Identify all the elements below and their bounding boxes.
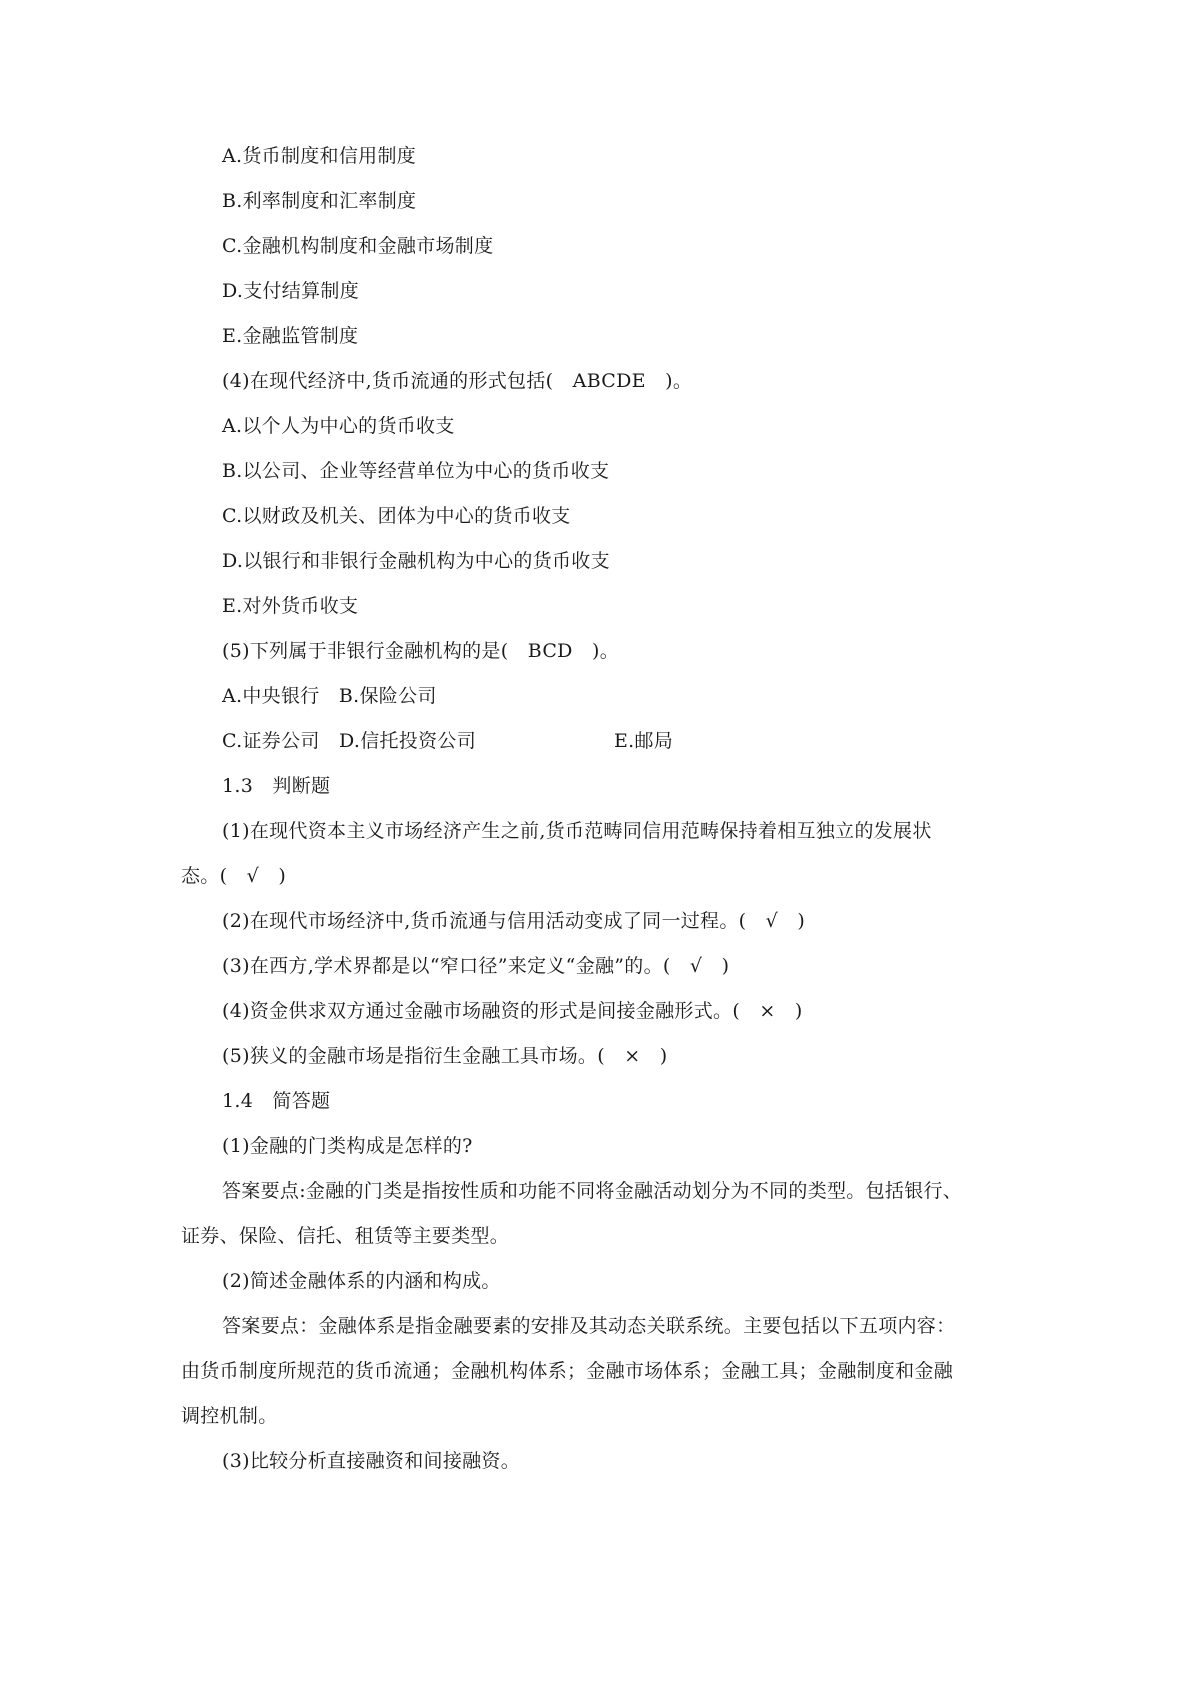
tf-item-1-cont: 态。( √ ) — [181, 865, 287, 887]
q4-option-e: E.对外货币收支 — [222, 595, 359, 617]
sa-question-2: (2)简述金融体系的内涵和构成。 — [222, 1270, 501, 1292]
q5-stem: (5)下列属于非银行金融机构的是( BCD )。 — [222, 640, 620, 662]
q5-option-e: E.邮局 — [614, 730, 674, 752]
q4-option-b: B.以公司、企业等经营单位为中心的货币收支 — [222, 460, 610, 482]
section-heading-short-answer: 1.4 简答题 — [222, 1090, 331, 1112]
q5-options-row2: C.证券公司 D.信托投资公司 — [222, 730, 476, 752]
q4-option-c: C.以财政及机关、团体为中心的货币收支 — [222, 505, 571, 527]
q3-option-b: B.利率制度和汇率制度 — [222, 190, 417, 212]
sa-answer-1-line1: 答案要点:金融的门类是指按性质和功能不同将金融活动划分为不同的类型。包括银行、 — [222, 1180, 963, 1202]
q3-option-c: C.金融机构制度和金融市场制度 — [222, 235, 494, 257]
q3-option-d: D.支付结算制度 — [222, 280, 359, 302]
q4-option-a: A.以个人为中心的货币收支 — [222, 415, 455, 437]
sa-answer-2-line2: 由货币制度所规范的货币流通；金融机构体系；金融市场体系；金融工具；金融制度和金融 — [181, 1360, 954, 1382]
sa-answer-1-line2: 证券、保险、信托、租赁等主要类型。 — [181, 1225, 510, 1247]
q4-option-d: D.以银行和非银行金融机构为中心的货币收支 — [222, 550, 610, 572]
tf-item-5: (5)狭义的金融市场是指衍生金融工具市场。( × ) — [222, 1045, 668, 1067]
tf-item-3: (3)在西方,学术界都是以“窄口径”来定义“金融”的。( √ ) — [222, 955, 730, 977]
tf-item-2: (2)在现代市场经济中,货币流通与信用活动变成了同一过程。( √ ) — [222, 910, 806, 932]
sa-question-1: (1)金融的门类构成是怎样的? — [222, 1135, 473, 1157]
sa-answer-2-line1: 答案要点：金融体系是指金融要素的安排及其动态关联系统。主要包括以下五项内容： — [222, 1315, 956, 1337]
sa-question-3: (3)比较分析直接融资和间接融资。 — [222, 1450, 521, 1472]
q3-option-e: E.金融监管制度 — [222, 325, 359, 347]
sa-answer-2-line3: 调控机制。 — [181, 1405, 278, 1427]
q5-options-row1: A.中央银行 B.保险公司 — [222, 685, 437, 707]
section-heading-true-false: 1.3 判断题 — [222, 775, 331, 797]
q3-option-a: A.货币制度和信用制度 — [222, 145, 417, 167]
tf-item-1: (1)在现代资本主义市场经济产生之前,货币范畴同信用范畴保持着相互独立的发展状 — [222, 820, 932, 842]
q4-stem: (4)在现代经济中,货币流通的形式包括( ABCDE )。 — [222, 370, 693, 392]
tf-item-4: (4)资金供求双方通过金融市场融资的形式是间接金融形式。( × ) — [222, 1000, 803, 1022]
